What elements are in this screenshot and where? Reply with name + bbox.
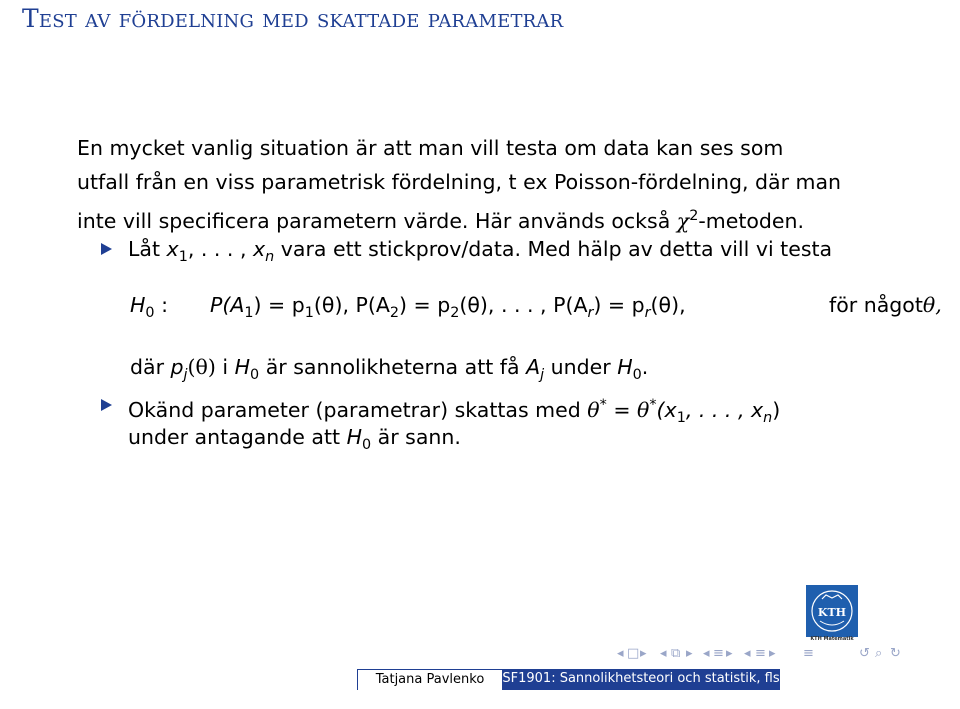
theta-symbol: θ, [922,293,942,317]
bullet-2-line-2-prefix: under antagande att [128,425,347,449]
bullet-arrow-icon [101,243,112,255]
nav-prev-subsection-icon[interactable]: ◂ [660,646,667,661]
where-h2-sub: 0 [632,367,642,384]
theta-star: θ [587,397,600,422]
where-h2: H [617,355,633,379]
where-under: under [544,355,618,379]
var-x-n: x [253,237,266,261]
eq-h-sub: 0 [145,305,155,322]
eq-part-1: P(A [210,293,245,317]
where-theta: (θ) [187,355,216,379]
intro-line-3-prefix: inte vill specificera parametern värde. Här används också [77,208,677,233]
logo-text: KTH [817,606,847,619]
where-prefix: där [130,355,171,379]
for-text: för något [829,293,923,317]
logo-caption: KTH Matematik [810,636,854,642]
nav-frame-icon[interactable]: □ [627,646,640,661]
where-a: A [526,355,541,379]
beamer-navigation [613,646,958,660]
nav-section-icon[interactable]: ≡ [713,646,724,661]
sub-n: n [265,249,275,266]
eq-part-5: (θ), [650,293,686,317]
for-some-theta [829,287,942,323]
sub-n-b2: n [763,409,773,426]
where-a-sub: j [540,367,545,384]
eq-h: H [130,293,146,317]
eq-part-4a: ) = p [399,293,451,317]
footer-course-box [502,669,780,706]
footer-author-box [357,669,502,690]
eq-colon: : [154,293,168,317]
nav-next-section-icon[interactable]: ▸ [726,646,733,661]
eq-sub-1: 1 [244,305,254,322]
bullet-1-suffix: vara ett stickprov/data. Med hälp av detta vill vi testa [274,237,833,261]
nav-search-icon[interactable]: ⌕ [875,646,883,661]
bullet-arrow-icon [101,399,112,411]
nav-prev-icon[interactable]: ◂ [744,646,751,661]
where-p: p [170,355,184,379]
bullet-2-prefix: Okänd parameter (parametrar) skattas med [128,397,588,422]
dots-b2: , . . . , x [685,397,764,422]
hypothesis-expression [210,287,686,331]
hypothesis-equation [130,287,168,331]
chi-exponent: 2 [689,208,699,224]
b2-h: H [346,425,362,449]
where-h-sub: 0 [250,367,260,384]
paren-open: (x [656,397,677,422]
intro-line-2: utfall från en viss parametrisk fördelning, t ex Poisson-fördelning, där man [77,170,842,194]
b2-h-sub: 0 [362,437,372,454]
chi-symbol: χ [676,208,690,233]
intro-line-1: En mycket vanlig situation är att man vill testa om data kan ses som [77,136,784,160]
where-text: är sannolikheterna att få [259,355,527,379]
eq-sub-r: r [587,305,594,322]
sub-1: 1 [178,249,188,266]
sub-1-b2: 1 [676,409,686,426]
eq-sub-rb: r [644,305,651,322]
eq-sub-1b: 1 [304,305,314,322]
where-line [130,352,648,390]
bullet-2-line-2-suffix: är sann. [371,425,461,449]
kth-logo [806,585,858,637]
nav-redo-icon[interactable]: ↻ [890,646,901,661]
footer-course: SF1901: Sannolikhetsteori och statistik, fls 15 [502,671,780,706]
nav-next-subsection-icon[interactable]: ▸ [686,646,693,661]
eq-part-3: (θ), P(A [313,293,390,317]
nav-subsection-icon[interactable]: ⧉ [671,646,681,661]
var-x: x [166,237,179,261]
eq-part-5a: ) = p [593,293,645,317]
eq-part-2: ) = p [253,293,305,317]
bullet-1-prefix: Låt [128,237,167,261]
nav-prev-frame-icon[interactable]: ◂ [617,646,624,661]
footer-author: Tatjana Pavlenko [375,672,485,687]
ellipsis: , . . . , [187,237,253,261]
nav-doc-icon[interactable]: ≡ [755,646,766,661]
nav-next-icon[interactable]: ▸ [769,646,776,661]
intro-line-3-suffix: -metoden. [698,208,805,233]
nav-prev-section-icon[interactable]: ◂ [703,646,710,661]
star-2: * [649,397,657,413]
where-j: j [183,367,188,384]
star: * [599,397,607,413]
intro-line-3 [77,199,897,238]
eq-sub-2: 2 [389,305,400,322]
intro-paragraph [77,131,897,238]
nav-undo-icon[interactable]: ↺ [859,646,870,661]
paren-close: ) [772,397,781,422]
where-end: . [641,355,649,379]
bullet-2-line-2 [128,422,461,460]
where-h: H [234,355,251,379]
bullet-1-text [128,234,832,272]
eq-sub-2b: 2 [450,305,460,322]
nav-next-frame-icon[interactable]: ▸ [640,646,647,661]
equals: = [606,397,638,422]
theta-star-2: θ [637,397,650,422]
slide-title: Test av fördelning med skattade parametrar [22,4,564,33]
where-mid: i [215,355,235,379]
nav-align-icon[interactable]: ≡ [803,646,814,661]
eq-part-4: (θ), . . . , P(A [459,293,588,317]
